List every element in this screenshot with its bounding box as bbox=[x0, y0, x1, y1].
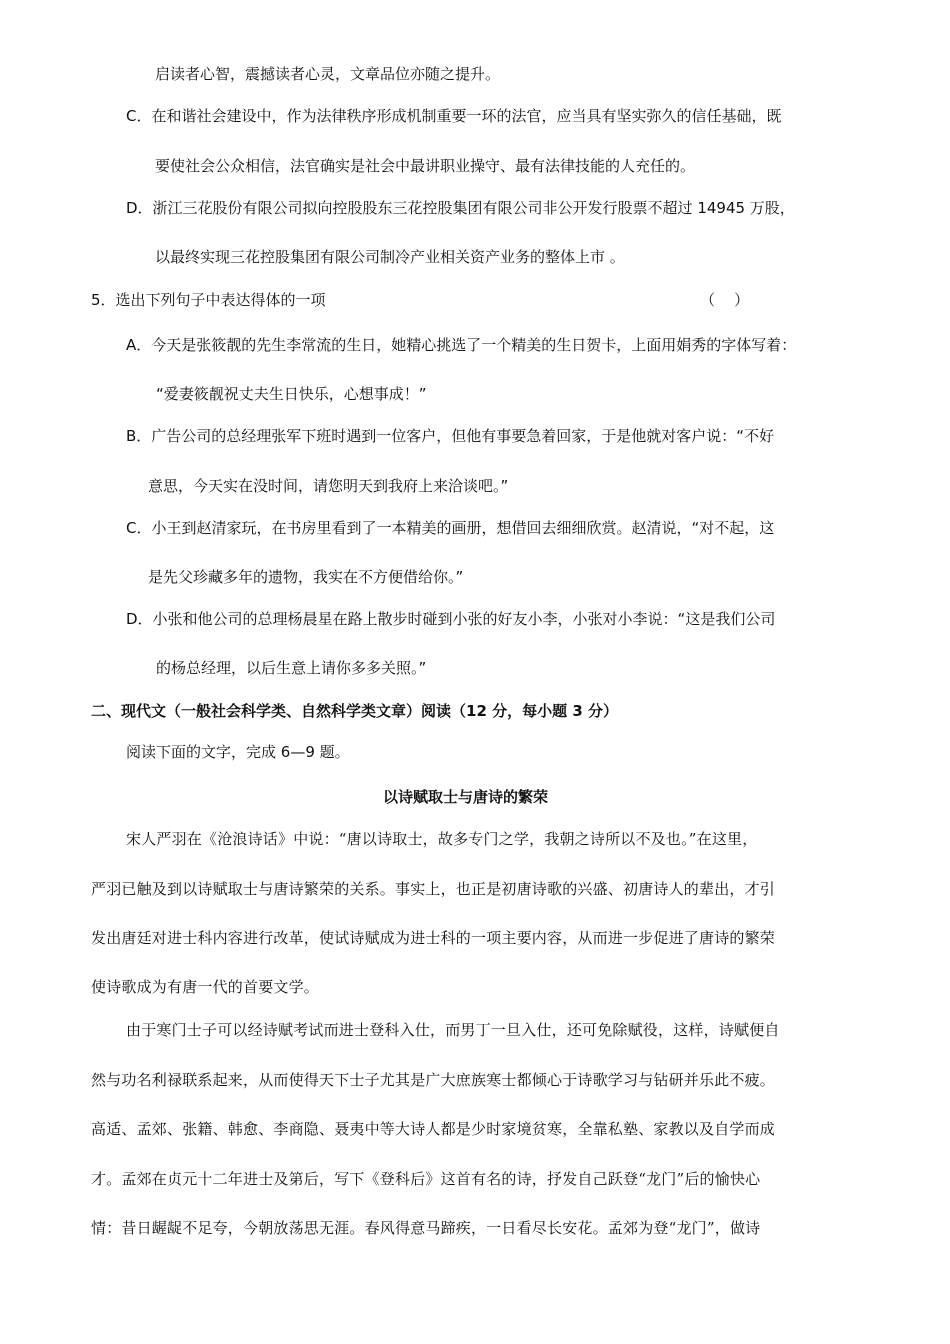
passage-p1-line4: 使诗歌成为有唐一代的首要文学。 bbox=[91, 978, 320, 996]
reading-instruction: 阅读下面的文字，完成 6—9 题。 bbox=[126, 743, 350, 761]
q5-option-b-line2: 意思，今天实在没时间，请您明天到我府上来洽谈吧。” bbox=[148, 477, 509, 495]
q5-option-a-line1: A．今天是张筱靓的先生李常流的生日，她精心挑选了一个精美的生日贺卡，上面用娟秀的字体写着： bbox=[126, 336, 797, 354]
q5-stem: 5．选出下列句子中表达得体的一项 bbox=[91, 291, 326, 309]
passage-p2-line5: 情：昔日龌龊不足夸，今朝放荡思无涯。春风得意马蹄疾，一日看尽长安花。孟郊为登“龙门”，做诗 bbox=[91, 1219, 761, 1237]
q5-option-c-line1: C．小王到赵清家玩，在书房里看到了一本精美的画册，想借回去细细欣赏。赵清说，“对不起，这 bbox=[126, 519, 775, 537]
passage-p1-line1: 宋人严羽在《沧浪诗话》中说：“唐以诗取士，故多专门之学，我朝之诗所以不及也。”在这里， bbox=[126, 830, 758, 848]
section-heading: 二、现代文（一般社会科学类、自然科学类文章）阅读（12 分，每小题 3 分） bbox=[91, 702, 618, 720]
passage-p1-line3: 发出唐廷对进士科内容进行改革，使试诗赋成为进士科的一项主要内容，从而进一步促进了唐诗的繁荣 bbox=[91, 929, 776, 947]
article-title: 以诗赋取士与唐诗的繁荣 bbox=[383, 788, 549, 806]
q4-option-b-tail: 启读者心智，震撼读者心灵，文章品位亦随之提升。 bbox=[155, 65, 501, 83]
q4-option-c-line2: 要使社会公众相信，法官确实是社会中最讲职业操守、最有法律技能的人充任的。 bbox=[155, 157, 696, 175]
q5-option-a-line2: “爱妻筱靓祝丈夫生日快乐，心想事成！” bbox=[156, 385, 427, 403]
passage-p2-line2: 然与功名利禄联系起来，从而使得天下士子尤其是广大庶族寒士都倾心于诗歌学习与钻研并乐此不疲。 bbox=[91, 1071, 776, 1089]
passage-p1-line2: 严羽已触及到以诗赋取士与唐诗繁荣的关系。事实上，也正是初唐诗歌的兴盛、初唐诗人的辈出，才引 bbox=[91, 880, 776, 898]
q4-option-d-line2: 以最终实现三花控股集团有限公司制冷产业相关资产业务的整体上市 。 bbox=[155, 248, 625, 266]
q5-option-d-line2: 的杨总经理，以后生意上请你多多关照。” bbox=[156, 659, 427, 677]
q4-option-d-line1: D．浙江三花股份有限公司拟向控股股东三花控股集团有限公司非公开发行股票不超过 14945 万股， bbox=[126, 199, 795, 217]
q5-option-b-line1: B．广告公司的总经理张军下班时遇到一位客户，但他有事要急着回家，于是他就对客户说：“不好 bbox=[126, 427, 775, 445]
passage-p2-line1: 由于寒门士子可以经诗赋考试而进士登科入仕，而男丁一旦入仕，还可免除赋役，这样，诗赋便自 bbox=[126, 1021, 780, 1039]
q4-option-c-line1: C．在和谐社会建设中，作为法律秩序形成机制重要一环的法官，应当具有坚实弥久的信任基础，既 bbox=[126, 107, 782, 125]
q5-option-d-line1: D．小张和他公司的总理杨晨星在路上散步时碰到小张的好友小李，小张对小李说：“这是我们公司 bbox=[126, 610, 776, 628]
q5-answer-paren: （ ） bbox=[700, 291, 750, 309]
passage-p2-line3: 高适、孟郊、张籍、韩愈、李商隐、聂夷中等大诗人都是少时家境贫寒，全靠私塾、家教以及自学而成 bbox=[91, 1120, 776, 1138]
q5-option-c-line2: 是先父珍藏多年的遗物，我实在不方便借给你。” bbox=[148, 568, 464, 586]
passage-p2-line4: 才。孟郊在贞元十二年进士及第后，写下《登科后》这首有名的诗，抒发自己跃登“龙门”后的愉快心 bbox=[91, 1170, 761, 1188]
